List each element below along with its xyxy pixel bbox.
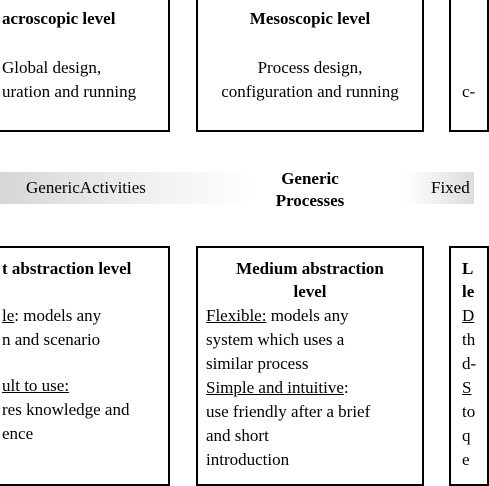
- medium-line5: use friendly after a brief: [206, 402, 371, 421]
- mesoscopic-level-box: [196, 0, 424, 132]
- low-line2: th: [462, 330, 476, 349]
- low-line1: D: [462, 306, 475, 325]
- low-title1: L: [462, 259, 474, 278]
- high-abstraction-level-box: [0, 246, 170, 486]
- medium-line2: system which uses a: [206, 330, 345, 349]
- low-abstraction-level-box: [449, 246, 489, 486]
- medium-simple-line: [206, 376, 349, 400]
- high-flexible-rest: : models any: [14, 306, 102, 325]
- high-line4: res knowledge and: [2, 400, 130, 419]
- macroscopic-title: acroscopic level: [2, 9, 116, 28]
- medium-line6: and short: [206, 426, 269, 445]
- medium-flexible-line: [206, 304, 349, 328]
- generic-processes-label: [250, 168, 370, 212]
- mesoscopic-title: Mesoscopic level: [249, 9, 371, 28]
- low-line7: e: [462, 450, 470, 469]
- generic-activities-band: [0, 172, 255, 204]
- high-line2: n and scenario: [2, 330, 101, 349]
- generic-processes-line1: Generic: [281, 169, 339, 188]
- medium-flexible-rest: models any: [266, 306, 349, 325]
- medium-abstraction-level-box: [196, 246, 424, 486]
- macroscopic-line1: Global design,: [2, 58, 102, 77]
- mesoscopic-line1: Process design,: [257, 58, 363, 77]
- fixed-band: [405, 172, 474, 204]
- high-abstraction-title: t abstraction level: [2, 259, 132, 278]
- low-line5: to: [462, 402, 476, 421]
- fixed-label: Fixed: [431, 178, 470, 197]
- low-title2: le: [462, 282, 475, 301]
- medium-abstraction-title2: level: [293, 282, 327, 301]
- generic-processes-line2: Processes: [275, 191, 345, 210]
- low-line4: S: [462, 378, 472, 397]
- low-line3: d-: [462, 354, 477, 373]
- high-difficult-line: ult to use:: [2, 376, 70, 395]
- high-flexible-word: le: [2, 306, 15, 325]
- microscopic-level-box: [449, 0, 489, 132]
- microscopic-line2: c-: [462, 82, 476, 101]
- high-flexible-line: [2, 304, 101, 328]
- medium-simple-word: Simple and intuitive: [206, 378, 344, 397]
- low-line6: q: [462, 426, 471, 445]
- medium-simple-rest: :: [343, 378, 349, 397]
- high-line5: ence: [2, 424, 34, 443]
- medium-flexible-word: Flexible:: [206, 306, 267, 325]
- macroscopic-level-box: [0, 0, 170, 132]
- medium-line7: introduction: [206, 450, 290, 469]
- generic-activities-label: GenericActivities: [26, 178, 146, 197]
- mesoscopic-line2: configuration and running: [221, 82, 399, 101]
- macroscopic-line2: uration and running: [2, 82, 137, 101]
- medium-abstraction-title1: Medium abstraction: [236, 259, 384, 278]
- medium-line3: similar process: [206, 354, 309, 373]
